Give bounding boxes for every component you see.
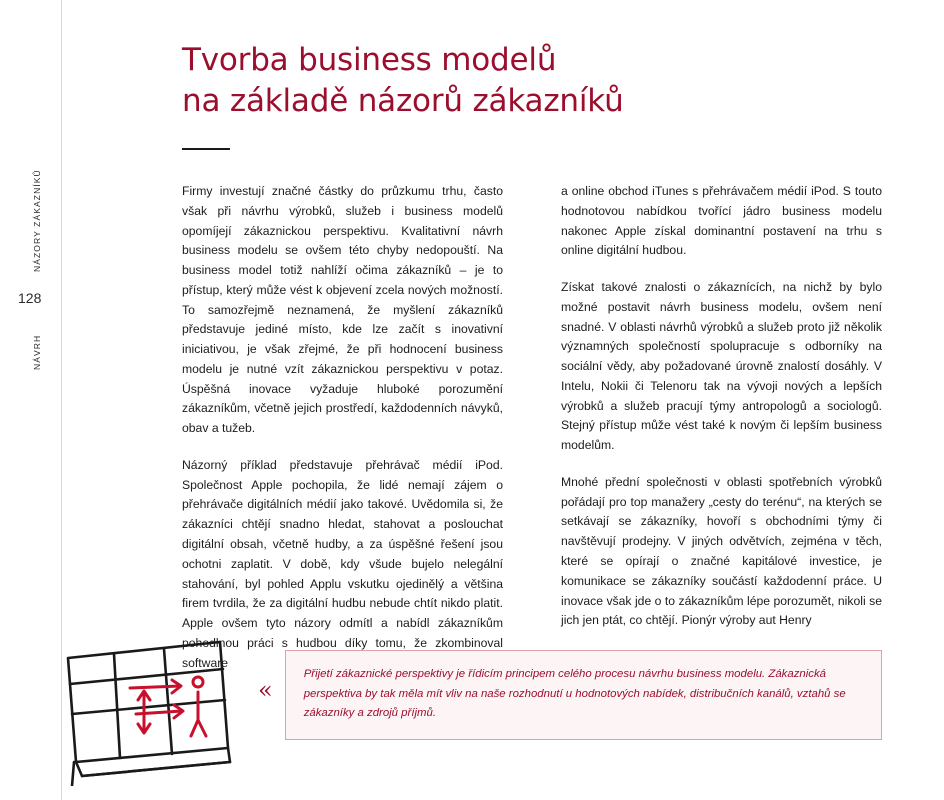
section-label: NÁVRH	[32, 334, 42, 370]
page-number: 128	[18, 290, 42, 306]
left-column	[182, 182, 503, 673]
paragraph: Názorný příklad představuje přehrávač médií iPod. Společnost Apple pochopila, že lidé nemají zájem o přehrávače digitálních médií jako takové. Uvědomila si, že zákazníci chtějí snadno hledat, stahovat a poslouchat digitální obsah, včetně hudby, a za úspěšné řešení jsou ochotni zaplatit. V době, kdy všude bujelo nelegální stahování, byl pohled Applu vskutku ojedinělý a většina firem tvrdila, že za digitální hudbu nebude chtít nikdo platit. Apple ovšem tyto názory odmítl a nabídl zákazníkům pohodlnou práci s hudbou díky tomu, že zkombinoval software	[182, 457, 503, 670]
right-column	[561, 182, 882, 673]
pull-quote	[258, 650, 882, 740]
title-line-1: Tvorba business modelů	[182, 42, 557, 78]
title-line-2: na základě názorů zákazníků	[182, 82, 624, 119]
page-title	[182, 40, 882, 150]
quote-mark-icon: «	[258, 676, 273, 704]
pull-quote-box	[285, 650, 882, 740]
pull-quote-text: Přijetí zákaznické perspektivy je řídicím principem celého procesu návrhu business modelu. Zákaznická perspektiva by tak měla mít vliv na naše rozhodnutí u hodnotových nabídek, distribučních kanálů, vztahů se zákazníky a zdrojů příjmů.	[303, 668, 846, 720]
whiteboard-sketch-icon	[52, 636, 242, 786]
chapter-label: NÁZORY ZÁKAZNÍKŮ	[32, 169, 42, 272]
paragraph: Mnohé přední společnosti v oblasti spotřebních výrobků pořádají pro top manažery „cesty do terénu“, na kterých se setkávají se zákazníky, hovoří s obchodními týmy či navštěvují prodejny. V jiných odvětvích, zejména v těch, které se opírají o značné kapitálové investice, je komunikace se zákazníky součástí každodenní práce. U inovace však jde o to zákazníkům lépe porozumět, nikoli se jich jen ptát, co chtějí. Pionýr výroby aut Henry	[561, 474, 882, 628]
body-columns	[182, 182, 882, 673]
title-divider	[182, 148, 230, 151]
paragraph: a online obchod iTunes s přehrávačem médií iPod. S touto hodnotovou nabídkou tvořící jádro business modelu nakonec Apple získal dominantní postavení na trhu s online digitální hudbou.	[561, 184, 882, 258]
paragraph: Získat takové znalosti o zákaznících, na nichž by bylo možné postavit návrh business modelu, ovšem není snadné. V oblasti návrhů výrobků a služeb proto již několik významných společností spolupracuje s odborníky na sociální vědy, aby požadované úrovně znalostí dosáhly. V Intelu, Nokii či Telenoru tak na vývoji nových a lepších výrobků a služeb pracují týmy antropologů a sociologů. Stejný přístup může vést také k novým či lepším business modelům.	[561, 280, 882, 453]
paragraph: Firmy investují značné částky do průzkumu trhu, často však při návrhu výrobků, služeb i business modelů opomíjejí zákaznickou perspektivu. Kvalitativní návrh business modelu se ovšem této chyby nedopouští. Na business model totiž nahlíží očima zákazníků – je to přístup, který může vést k objevení zcela nových možností. To samozřejmě neznamená, že myšlení zákazníků představuje jediné místo, kde lze začít s inovativní iniciativou, je však zřejmé, že při hodnocení business modelu je nutné vzít zákaznickou perspektivu v potaz. Úspěšná inovace vyžaduje hluboké porozumění zákazníkům, včetně jejich prostředí, každodenních návyků, obav a tužeb.	[182, 184, 503, 436]
